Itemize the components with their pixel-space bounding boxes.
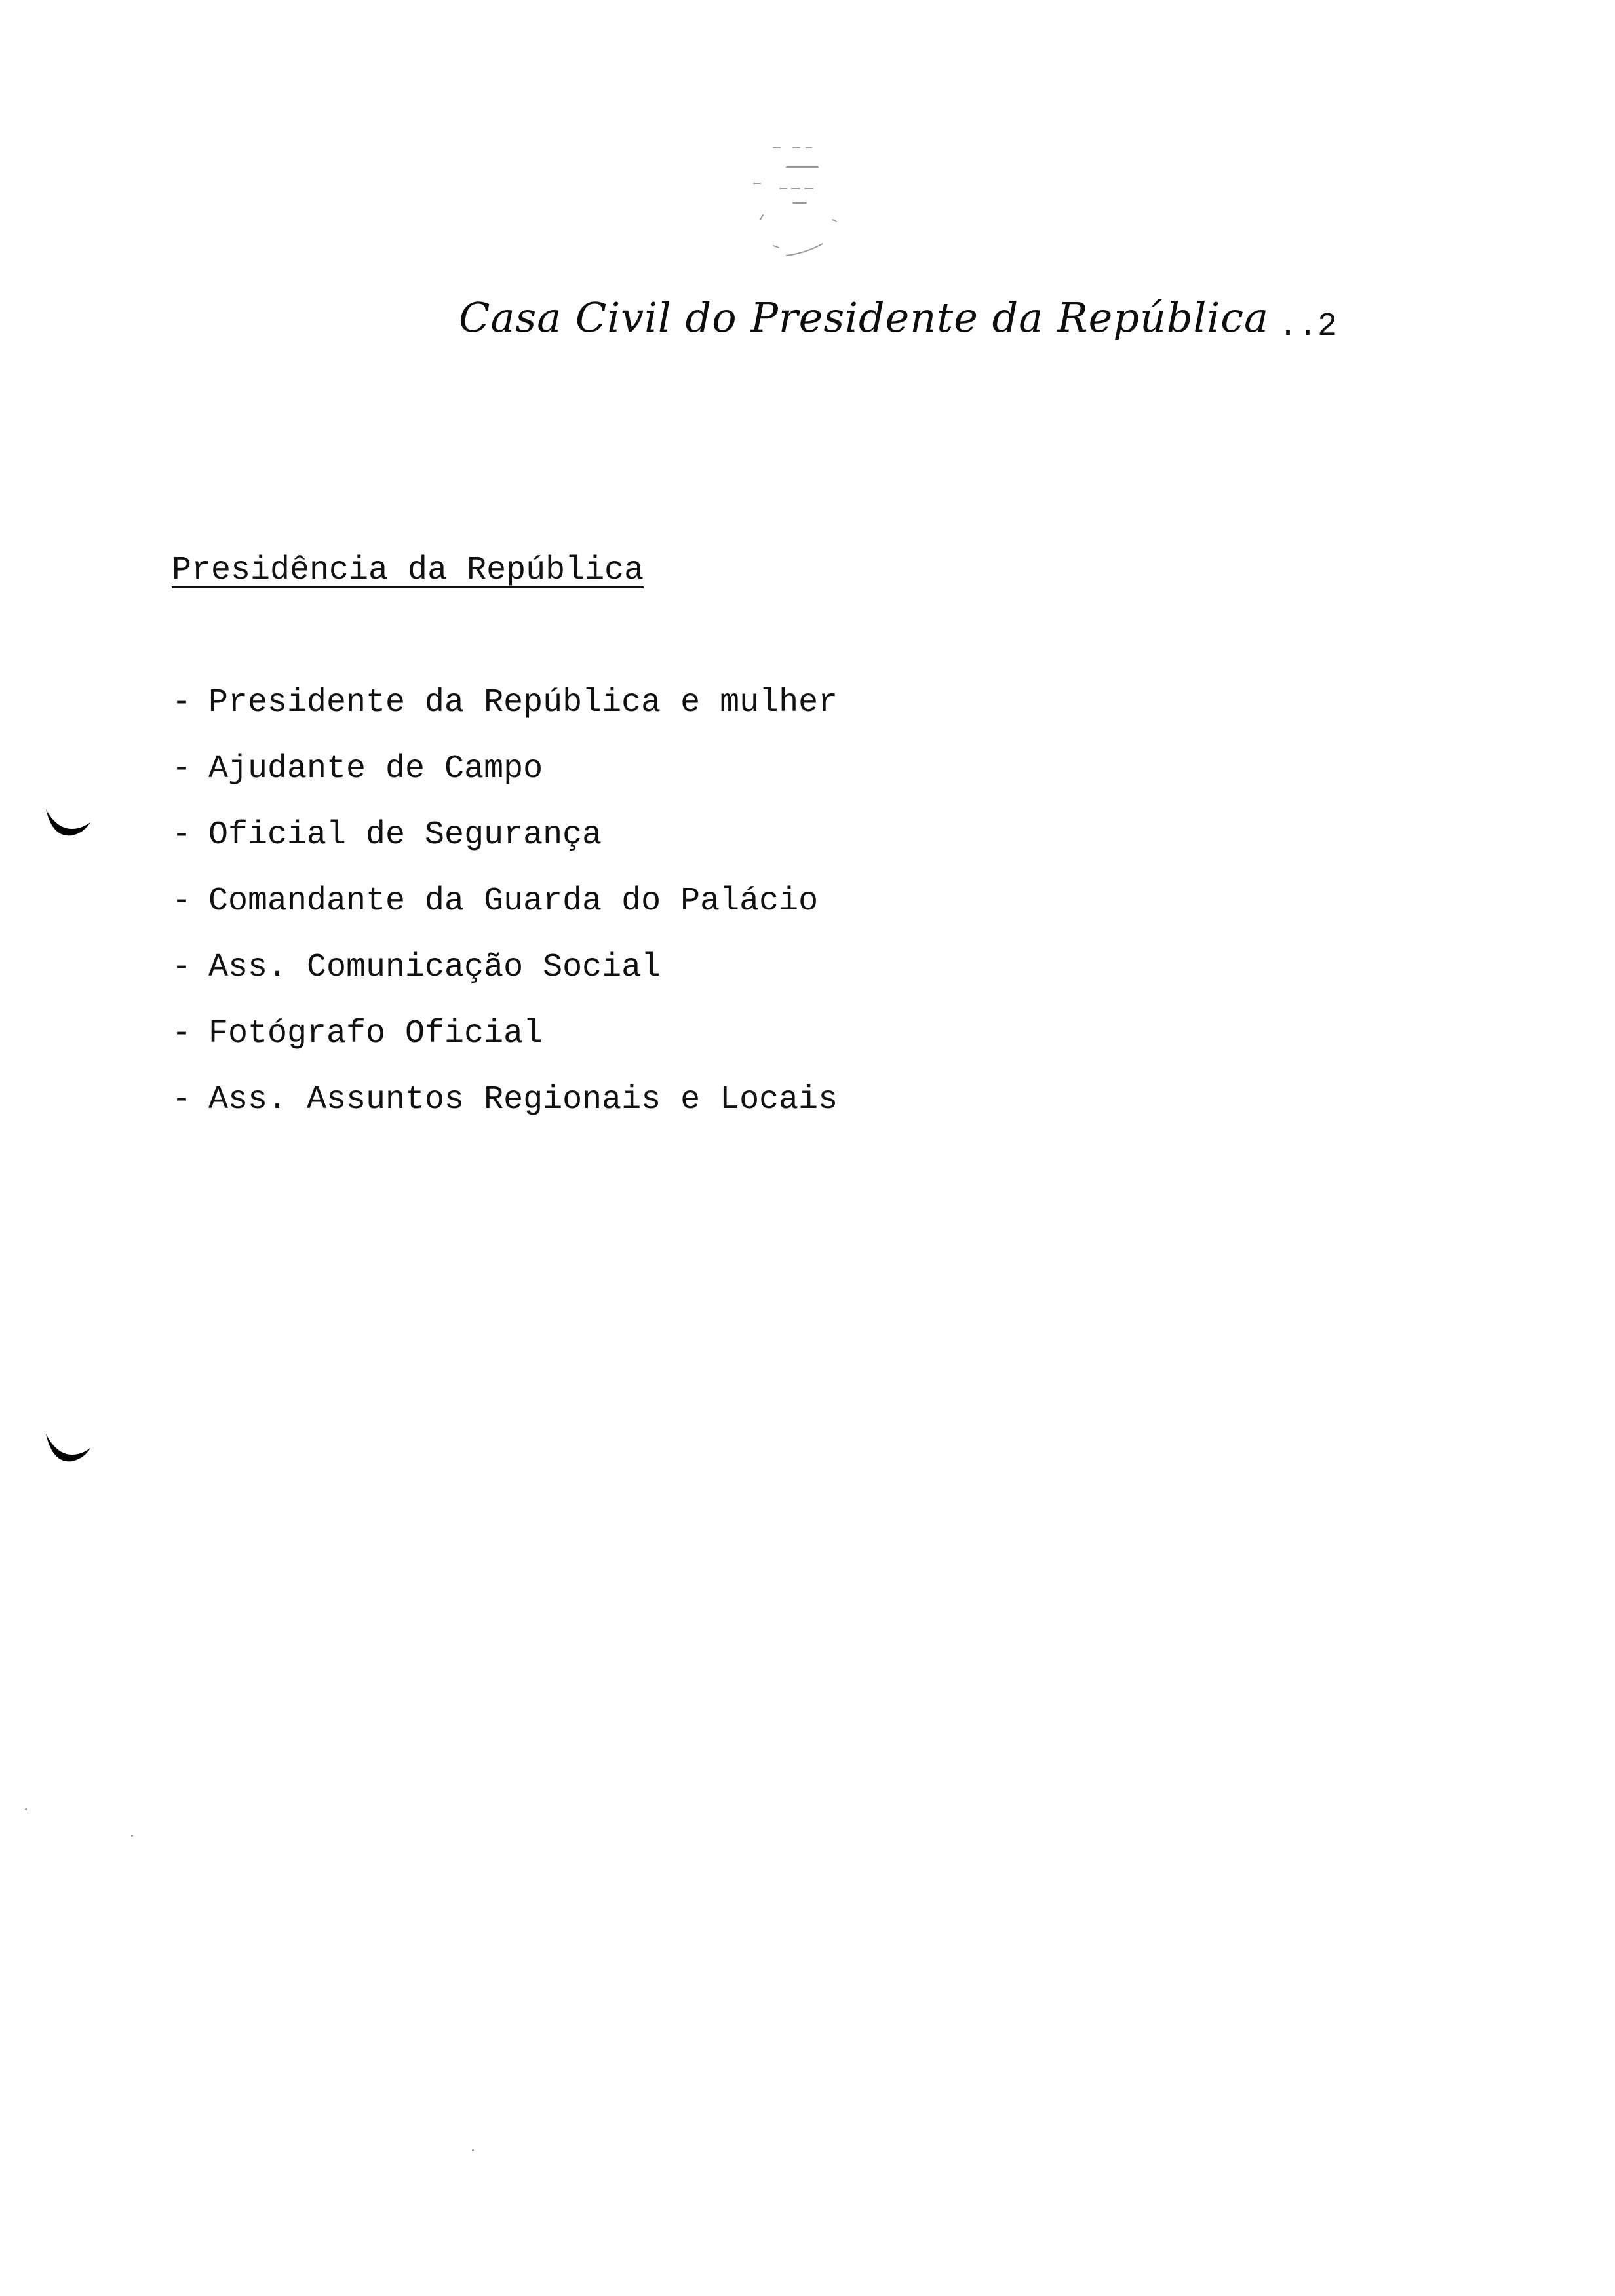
- bullet-dash: -: [172, 750, 192, 788]
- scan-speck: [25, 1808, 27, 1810]
- scan-speck: [472, 2149, 474, 2151]
- staff-list: [172, 683, 838, 1147]
- bullet-dash: -: [172, 1081, 192, 1119]
- list-item: [172, 948, 838, 1014]
- list-item-text: Presidente da República e mulher: [208, 684, 838, 721]
- section-heading: Presidência da República: [172, 552, 644, 589]
- list-item-text: Ajudante de Campo: [208, 750, 543, 788]
- coat-of-arms-emblem: [734, 131, 859, 269]
- binder-punch-hole-icon: [43, 803, 93, 842]
- list-item: [172, 683, 838, 750]
- bullet-dash: -: [172, 816, 192, 854]
- scan-speck: [131, 1835, 133, 1837]
- bullet-dash: -: [172, 684, 192, 721]
- list-item-text: Ass. Comunicação Social: [208, 949, 661, 986]
- page-number: ..2: [1278, 308, 1338, 345]
- list-item: [172, 816, 838, 882]
- list-item-text: Oficial de Segurança: [208, 816, 602, 854]
- list-item-text: Comandante da Guarda do Palácio: [208, 883, 819, 920]
- letterhead-title: Casa Civil do Presidente da República: [459, 294, 1269, 341]
- bullet-dash: -: [172, 949, 192, 986]
- bullet-dash: -: [172, 1015, 192, 1052]
- list-item: [172, 750, 838, 816]
- list-item: [172, 1014, 838, 1081]
- binder-punch-hole-icon: [43, 1428, 93, 1468]
- list-item-text: Fotógrafo Oficial: [208, 1015, 543, 1052]
- list-item: [172, 882, 838, 948]
- bullet-dash: -: [172, 883, 192, 920]
- list-item-text: Ass. Assuntos Regionais e Locais: [208, 1081, 838, 1119]
- list-item: [172, 1081, 838, 1147]
